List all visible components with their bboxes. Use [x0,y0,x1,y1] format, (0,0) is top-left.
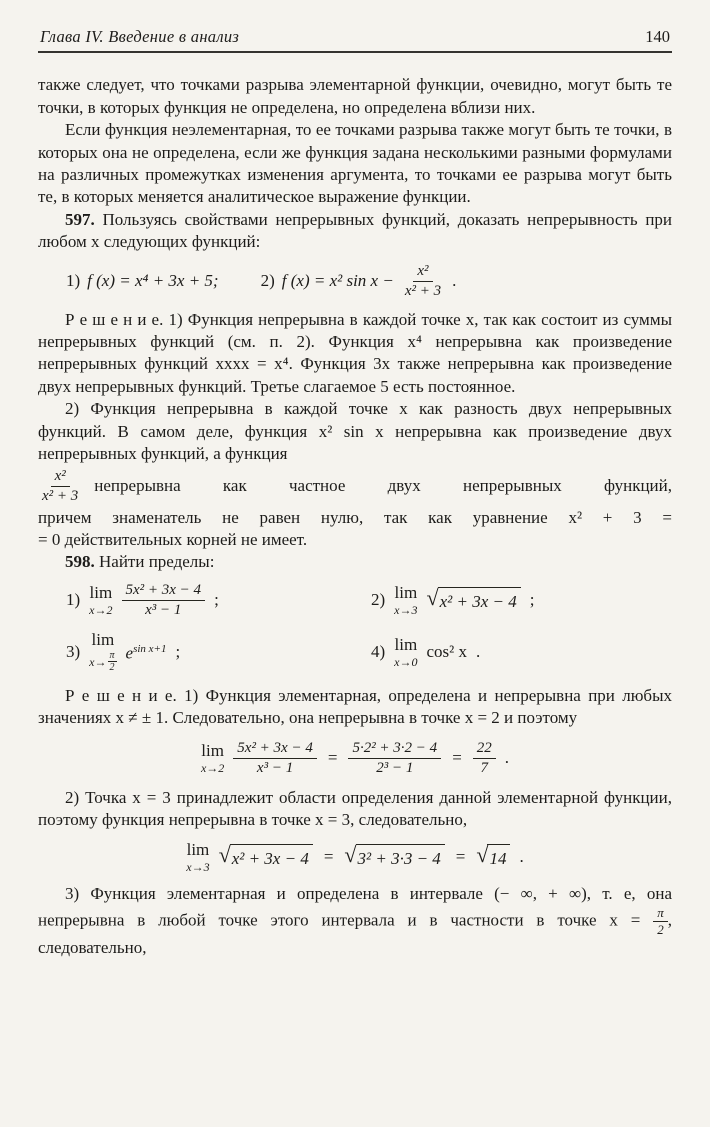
limit-item-4 [371,631,672,673]
pi-over-2-fraction [653,906,668,937]
fraction-x2-over-x2plus3 [401,263,445,300]
solution-598-part-1 [38,685,672,730]
solution-597-part-1 [38,309,672,399]
paragraph-discontinuity-continuation: также следует, что точками разрыва элементарной функции, очевидно, могут быть те точки, в которых функция не определена, но определена вблизи них. [38,75,672,117]
fraction-denominator: x² + 3 [42,487,79,504]
fraction-denominator: x³ − 1 [256,759,294,776]
fraction-numerator: x² [413,263,432,282]
solution-597-denominator-line-1: причем знаменатель не равен нулю, так как уравнение x² + 3 = [38,507,672,527]
item-1-label: 1) [66,270,81,290]
square-root-symbolic [219,844,313,870]
fraction-result [473,740,496,777]
square-root-result [476,844,510,870]
solution-label: Р е ш е н и е. [65,685,177,705]
fraction-denominator: 2³ − 1 [376,759,414,776]
limit-operator [89,631,116,673]
limit-item-2 [371,582,672,619]
problem-598-number: 598. [65,552,95,572]
lim-word: lim [89,583,113,603]
exponential-expression [126,638,167,665]
solution-597-part-1-text: 1) Функция непрерывна в каждой точке x, так как состоит из суммы непрерывных функций (см. п. 2). Функция x⁴ непрерывна как произведение непрерывных функций xxxx = x⁴. Функция 3x также непрерывна как произведение двух непрерывных функций. Третье слагаемое 5 есть постоянное. [38,309,672,396]
running-title: Глава IV. Введение в анализ [40,27,240,46]
lim-word: lim [91,629,115,649]
solution-598-part-2: 2) Точка x = 3 принадлежит области определения данной элементарной функции, поэтому функция непрерывна в точке x = 3, следовательно, [38,787,672,829]
formula-597-item-1 [66,270,219,292]
square-root-substituted [344,844,444,870]
limit-item-1 [66,582,371,619]
lim-subscript: x→3 [394,603,418,618]
fraction-denominator: 2 [657,921,664,937]
fraction-numerator: π [109,649,115,661]
solution-597-fraction-line [38,468,672,505]
solution-598-part-3-tail: , следовательно, [38,910,672,957]
problem-597-formulas [66,263,672,300]
fraction-numerator: 22 [473,740,496,759]
fraction-denominator: x² + 3 [404,282,442,299]
square-root [427,587,521,613]
fraction-numerator: 5x² + 3x − 4 [233,740,317,759]
function-1-expression: f (x) = x⁴ + 3x + 5; [87,270,219,290]
lim-subscript: x→0 [394,654,418,669]
page-header [38,26,672,51]
header-rule [38,51,672,53]
radicand: x² + 3x − 4 [230,844,313,870]
problem-597-statement [38,209,672,254]
radicand: x² + 3x − 4 [438,587,521,613]
fraction-numerator: π [653,906,668,922]
separator-semicolon: ; [529,590,535,610]
item-2-label: 2) [260,270,275,290]
fraction-numerator: 5x² + 3x − 4 [122,582,206,601]
problem-597-text: Пользуясь свойствами непрерывных функций, доказать непрерывность при любом x следующих функций: [38,209,673,252]
problem-598-limits [66,582,672,673]
fraction-denominator: x³ − 1 [145,601,182,618]
lim-subscript [89,651,116,673]
solution-597-part-2-intro: 2) Функция непрерывна в каждой точке x как разность двух непрерывных функций. В самом деле, функция x² sin x непрерывна как произведение двух непрерывных функций, а функция [38,399,672,464]
formula-period: . [519,847,524,867]
lim-subscript: x→2 [89,603,113,618]
item-1-label: 1) [66,590,81,610]
equals-sign: = [455,847,466,867]
limit-evaluation-2 [38,841,672,873]
lim-word: lim [394,583,418,603]
limit-operator [89,584,112,616]
problem-598-statement [38,551,672,573]
equals-sign: = [323,847,334,867]
separator-semicolon: ; [175,641,181,661]
rational-fraction [122,582,206,619]
lim-subscript-arrow: x→ [89,654,107,669]
exponent: sin x+1 [133,643,167,656]
limit-operator [201,742,224,774]
solution-597-fraction-line-text: непрерывна как частное двух непрерывных функций, [94,475,672,495]
pi-over-2-fraction [108,651,117,673]
fraction-x2-over-x2plus3 [38,468,82,505]
solution-598-part-3-text: 3) Функция элементарная и определена в интервале (− ∞, + ∞), т. е, она непрерывна в любой точке этого интервала и в частности в точке x = [38,884,672,930]
fraction-symbolic [233,740,317,777]
solution-598-part-1-text: 1) Функция элементарная, определена и непрерывна при любых значениях x ≠ ± 1. Следовательно, она непрерывна в точке x = 2 и поэтому [38,685,672,728]
lim-word: lim [201,741,224,761]
separator-period: . [476,641,481,661]
paragraph-nonelementary-function: Если функция неэлементарная, то ее точками разрыва также могут быть те точки, в которых она не определена, если же функция задана несколькими разными формулами на различных промежутках изменения аргумента, то точками ее разрыва могут быть те, в которых меняется аналитическое выражение функции. [38,120,672,207]
limit-operator [186,841,209,873]
lim-word: lim [394,634,418,654]
euler-number: e [125,643,134,663]
lim-subscript: x→2 [200,761,225,776]
problem-597-number: 597. [65,209,95,229]
item-3-label: 3) [66,641,81,661]
radicand: 14 [487,844,510,870]
formula-period: . [452,270,457,290]
equals-sign: = [327,747,338,767]
equals-sign: = [452,747,462,767]
radicand: 3² + 3·3 − 4 [356,844,445,870]
function-2-expression: f (x) = x² sin x − [281,270,394,290]
limit-evaluation-1 [38,740,672,777]
solution-598-part-3 [38,883,672,959]
fraction-denominator: 2 [109,661,115,673]
item-2-label: 2) [371,590,386,610]
page-number: 140 [645,27,670,46]
fraction-numerator: 5·2² + 3·2 − 4 [348,740,441,759]
fraction-denominator: 7 [480,759,489,776]
solution-597-denominator-line-2: = 0 действительных корней не имеет. [38,529,308,549]
limit-item-3 [66,631,371,673]
fraction-numerator: x² [51,468,70,487]
problem-598-text: Найти пределы: [99,552,215,572]
lim-subscript: x→3 [186,860,210,875]
formula-period: . [504,747,510,767]
fraction-substituted [348,740,441,777]
lim-word: lim [186,840,210,860]
formula-597-item-2 [261,263,457,300]
limit-operator [394,636,417,668]
separator-semicolon: ; [214,590,219,610]
cosine-expression: cos² x [426,641,468,661]
limit-operator [394,584,417,616]
solution-label: Р е ш е н и е. [65,309,164,329]
item-4-label: 4) [371,641,386,661]
